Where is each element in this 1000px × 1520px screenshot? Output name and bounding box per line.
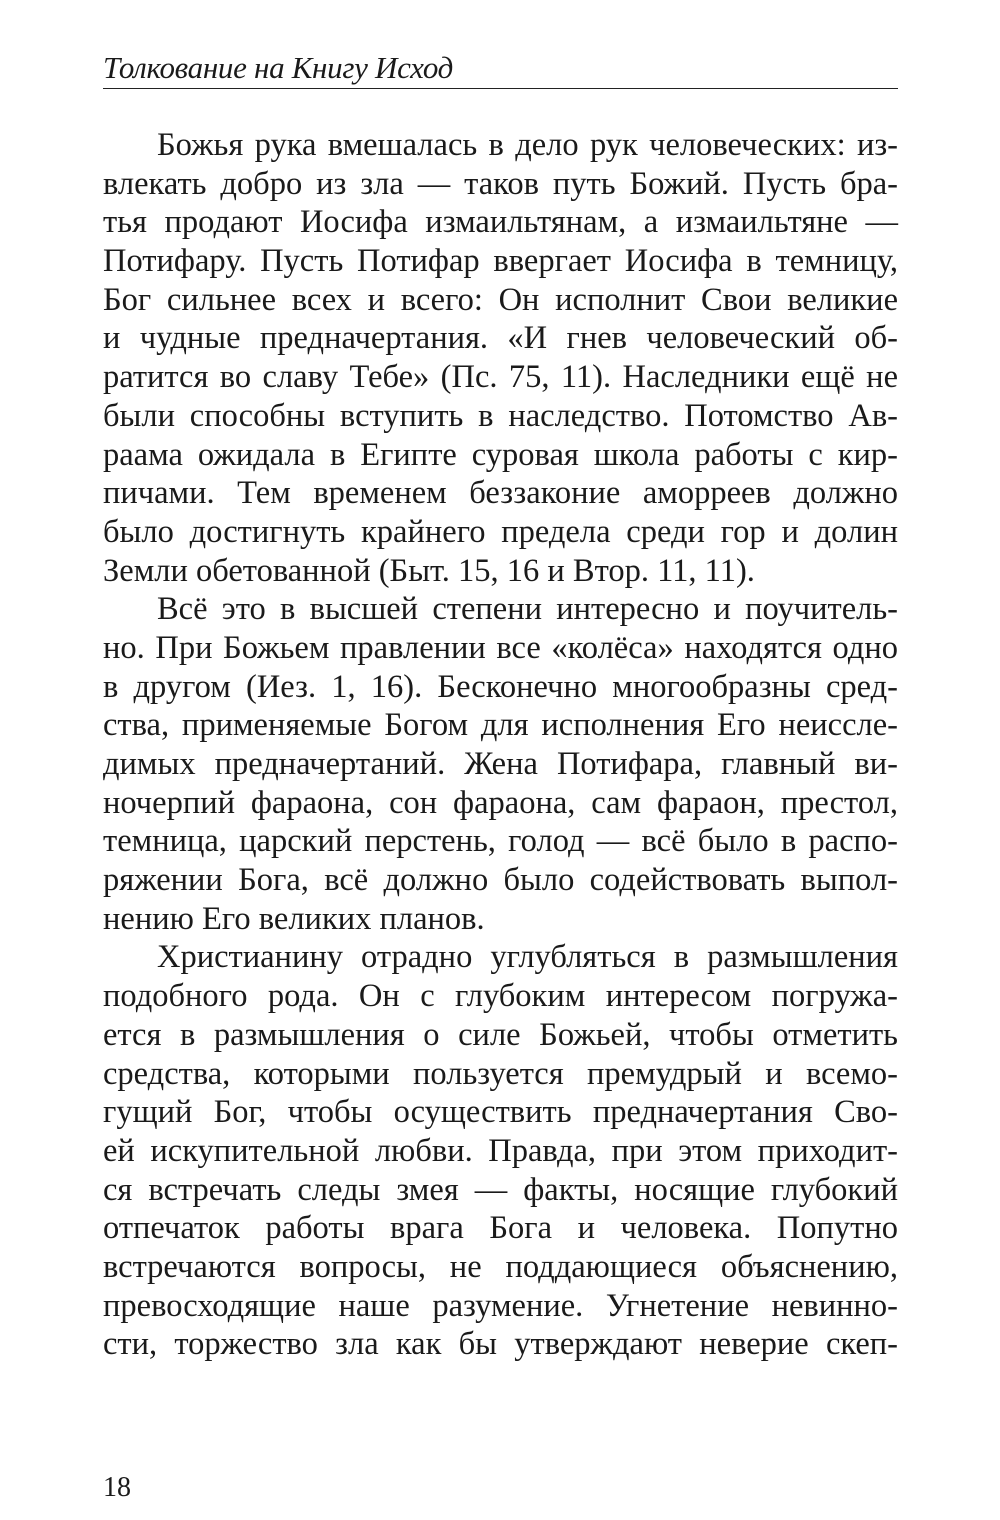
running-head: Толкование на Книгу Исход xyxy=(103,50,454,85)
text-line: и чудные предначертания. «И гнев человеческий об- xyxy=(103,320,898,357)
text-line: средства, которыми пользуется премудрый и всемо- xyxy=(103,1055,898,1092)
text-line: нению Его великих планов. xyxy=(103,900,485,937)
text-line: Потифару. Пусть Потифар ввергает Иосифа в темницу, xyxy=(103,243,898,280)
text-line: Всё это в высшей степени интересно и поучитель- xyxy=(157,591,898,628)
text-line: встречаются вопросы, не поддающиеся объяснению, xyxy=(103,1248,898,1285)
text-line: влекать добро из зла — таков путь Божий. Пусть бра- xyxy=(103,165,898,202)
text-line: в другом (Иез. 1, 16). Бесконечно многообразны сред- xyxy=(103,668,898,705)
text-line: превосходящие наше разумение. Угнетение невинно- xyxy=(103,1287,898,1324)
paragraph xyxy=(103,938,898,1364)
text-line: было достигнуть крайнего предела среди гор и долин xyxy=(103,513,898,550)
text-line: подобного рода. Он с глубоким интересом погружа- xyxy=(103,978,898,1015)
paragraph xyxy=(103,590,898,938)
text-line: Бог сильнее всех и всего: Он исполнит Свои великие xyxy=(103,281,898,318)
text-line: раама ожидала в Египте суровая школа работы с кир- xyxy=(103,436,898,473)
text-line: Земли обетованной (Быт. 15, 16 и Втор. 11, 11). xyxy=(103,552,755,589)
text-line: ей искупительной любви. Правда, при этом приходит- xyxy=(103,1132,898,1169)
paragraph xyxy=(103,126,898,590)
text-line: тья продают Иосифа измаильтянам, а измаильтяне — xyxy=(103,204,898,241)
text-line: ночерпий фараона, сон фараона, сам фараон, престол, xyxy=(103,784,898,821)
text-line: ства, применяемые Богом для исполнения Его неиссле- xyxy=(103,707,898,744)
text-line: пичами. Тем временем беззаконие аморреев должно xyxy=(103,475,898,512)
text-line: но. При Божьем правлении все «колёса» находятся одно xyxy=(103,629,898,666)
text-line: гущий Бог, чтобы осуществить предначертания Сво- xyxy=(103,1094,898,1131)
text-line: ряжении Бога, всё должно было содействовать выпол- xyxy=(103,862,898,899)
text-line: темница, царский перстень, голод — всё было в распо- xyxy=(103,823,898,860)
text-line: отпечаток работы врага Бога и человека. Попутно xyxy=(103,1210,898,1247)
header-rule xyxy=(103,88,898,89)
text-line: сти, торжество зла как бы утверждают неверие скеп- xyxy=(103,1326,898,1363)
text-line: ратится во славу Тебе» (Пс. 75, 11). Наследники ещё не xyxy=(103,359,898,396)
text-line: димых предначертаний. Жена Потифара, главный ви- xyxy=(103,746,898,782)
body-text xyxy=(103,126,898,1364)
text-line: были способны вступить в наследство. Потомство Ав- xyxy=(103,397,898,434)
text-line: Христианину отрадно углубляться в размышления xyxy=(157,939,898,976)
text-line: ся встречать следы змея — факты, носящие глубокий xyxy=(103,1171,898,1208)
page-number: 18 xyxy=(103,1472,131,1503)
text-line: Божья рука вмешалась в дело рук человеческих: из- xyxy=(157,127,898,163)
text-line: ется в размышления о силе Божьей, чтобы отметить xyxy=(103,1016,898,1053)
